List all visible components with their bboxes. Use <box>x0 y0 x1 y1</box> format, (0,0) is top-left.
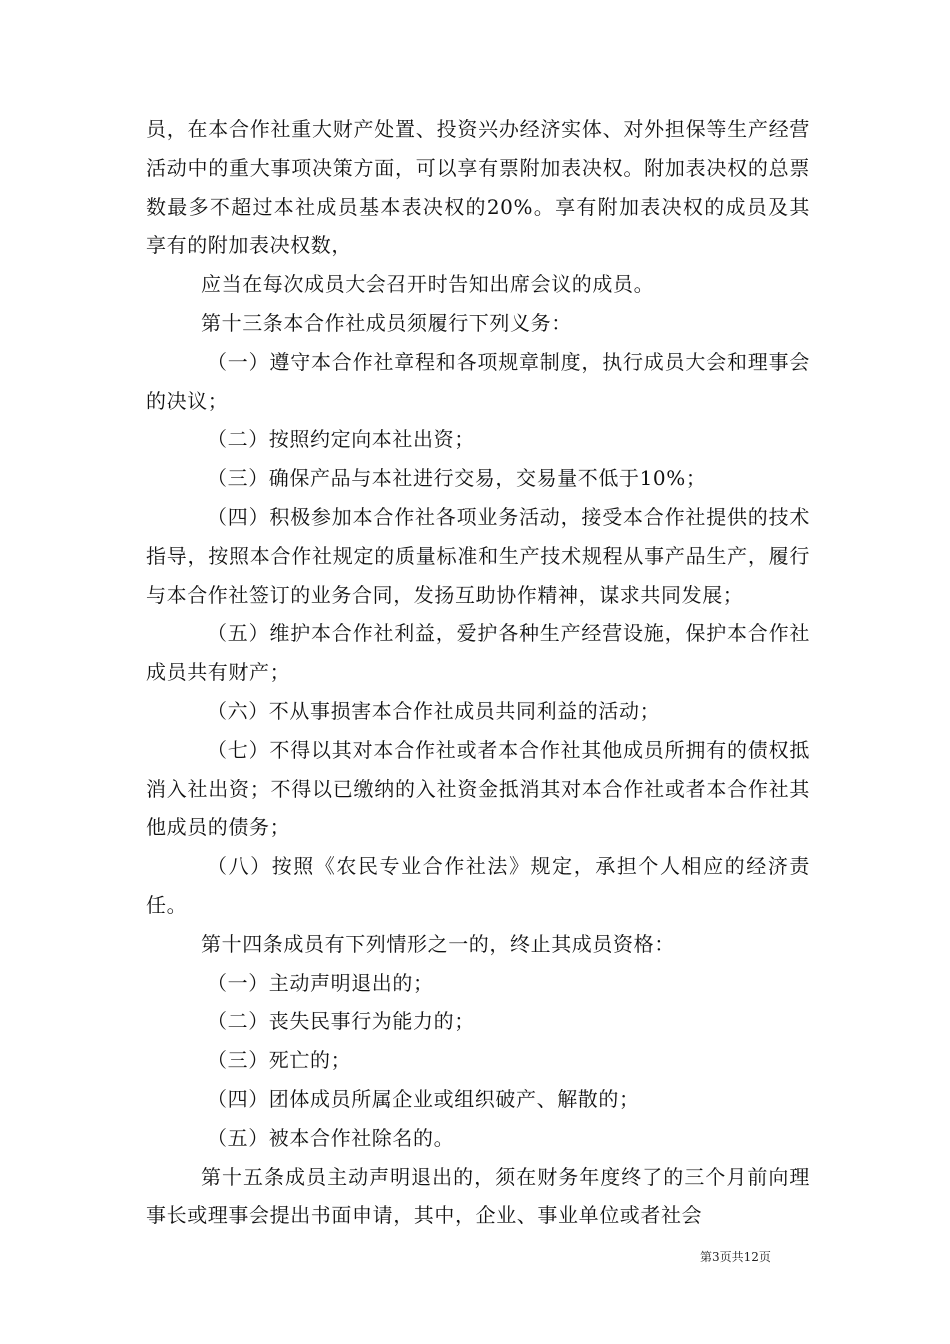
article-14-item-2: （二）丧失民事行为能力的； <box>207 1009 475 1034</box>
document-body <box>146 110 810 1235</box>
article-13-item-1: （一）遵守本合作社章程和各项规章制度，执行成员大会和理事会的决议； <box>146 349 810 413</box>
article-13-item-5: （五）维护本合作社利益，爱护各种生产经营设施，保护本合作社成员共有财产； <box>146 621 810 685</box>
article-14-item-4: （四）团体成员所属企业或组织破产、解散的； <box>207 1086 640 1111</box>
article-14-item-5: （五）被本合作社除名的。 <box>207 1125 455 1150</box>
article-14-item-1: （一）主动声明退出的； <box>207 970 434 995</box>
article-13-item-4: （四）积极参加本合作社各项业务活动，接受本合作社提供的技术指导，按照本合作社规定的质量标准和生产技术规程从事产品生产，履行与本合作社签订的业务合同，发扬互助协作精神，谋求共同发展； <box>146 504 810 607</box>
paragraph-notify-members: 应当在每次成员大会召开时告知出席会议的成员。 <box>201 272 655 297</box>
article-13-item-7: （七）不得以其对本合作社或者本合作社其他成员所拥有的债权抵消入社出资；不得以已缴纳的入社资金抵消其对本合作社或者本合作社其他成员的债务； <box>146 737 810 840</box>
article-15-paragraph: 第十五条成员主动声明退出的，须在财务年度终了的三个月前向理事长或理事会提出书面申请，其中，企业、事业单位或者社会 <box>146 1164 810 1228</box>
article-14-item-3: （三）死亡的； <box>207 1048 352 1073</box>
article-13-item-2: （二）按照约定向本社出资； <box>207 427 475 452</box>
page-number: 第3页共12页 <box>700 1250 771 1264</box>
article-13-item-6: （六）不从事损害本合作社成员共同利益的活动； <box>207 698 661 723</box>
paragraph-voting-rights: 员，在本合作社重大财产处置、投资兴办经济实体、对外担保等生产经营活动中的重大事项决策方面，可以享有票附加表决权。附加表决权的总票数最多不超过本社成员基本表决权的20%。享有附加表决权的成员及其享有的附加表决权数， <box>146 117 810 258</box>
article-13-item-3: （三）确保产品与本社进行交易，交易量不低于10%； <box>207 466 707 491</box>
article-14-heading: 第十四条成员有下列情形之一的，终止其成员资格： <box>201 931 675 956</box>
article-13-item-8: （八）按照《农民专业合作社法》规定，承担个人相应的经济责任。 <box>146 854 810 917</box>
article-13-heading: 第十三条本合作社成员须履行下列义务： <box>201 310 572 335</box>
